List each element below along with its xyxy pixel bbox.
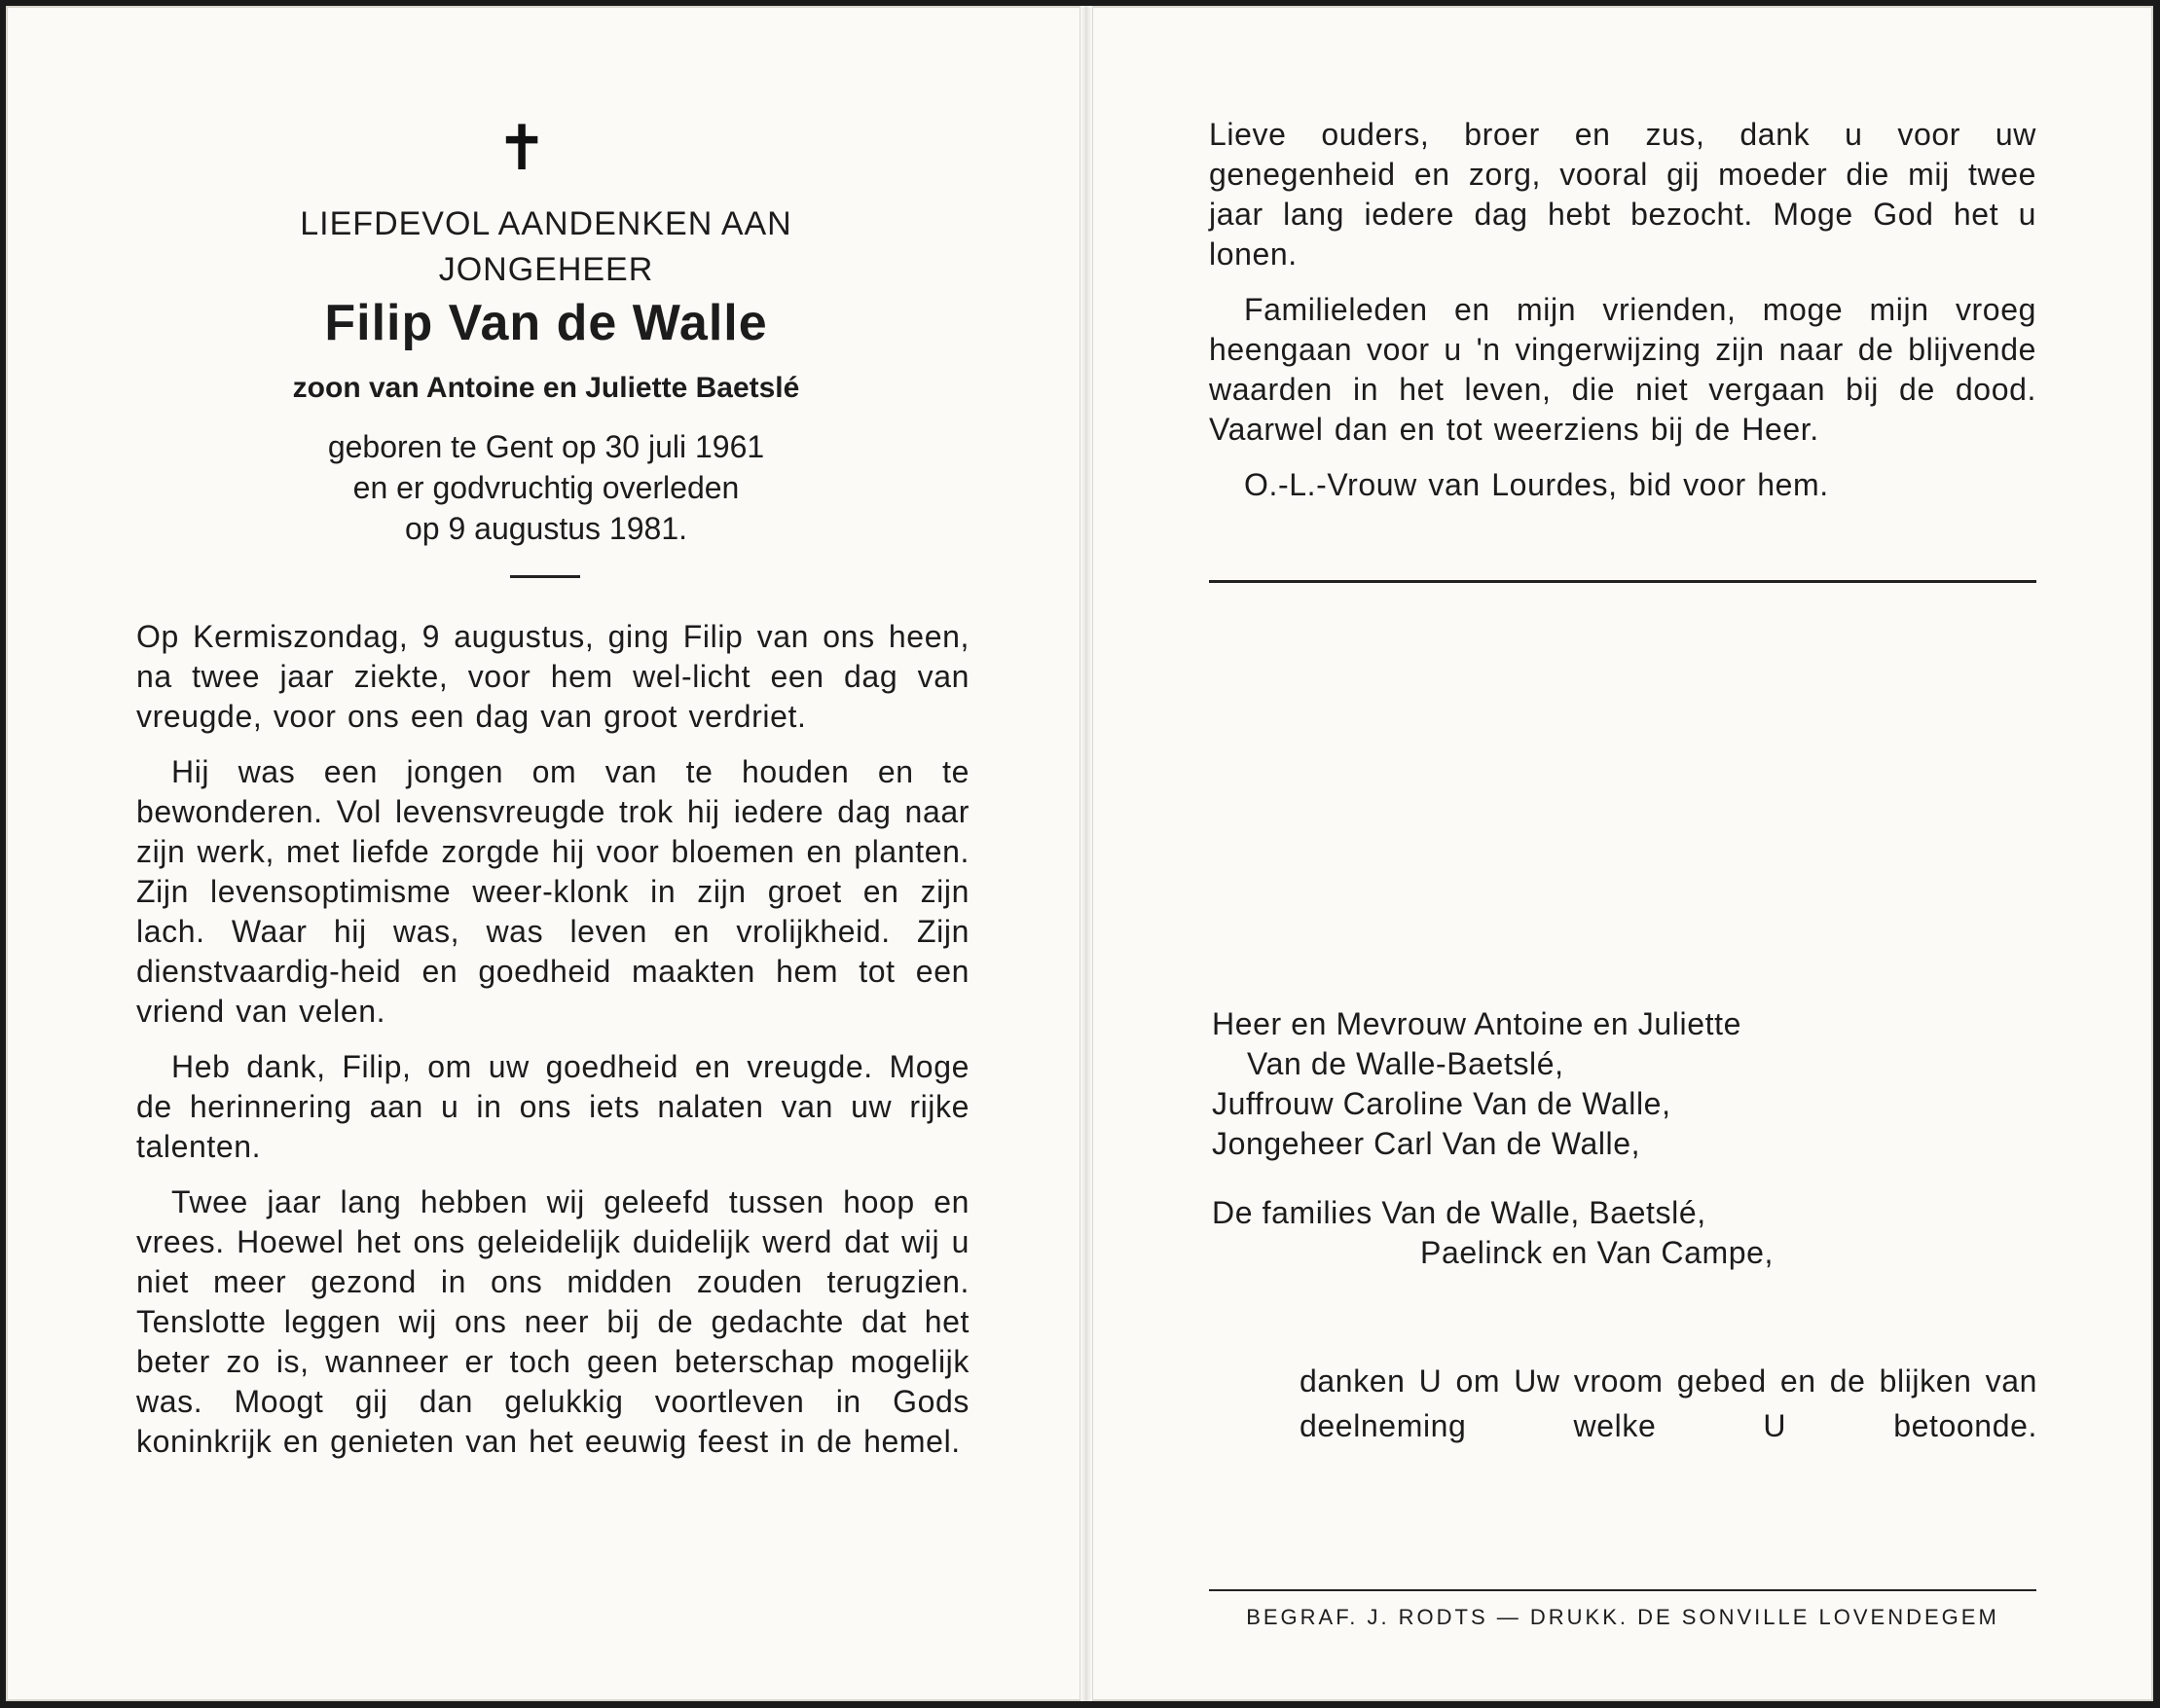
footer-divider (1209, 1589, 2036, 1591)
family-line: Heer en Mevrouw Antoine en Juliette (1212, 1006, 1741, 1041)
family-line: Van de Walle-Baetslé, (1247, 1046, 1564, 1081)
paragraph: Lieve ouders, broer en zus, dank u voor uw genegenheid en zorg, vooral gij moeder die mij twee jaar lang iedere dag hebt bezocht. Moge God het u lonen. (1209, 117, 2036, 272)
right-body-text (1209, 115, 2036, 521)
paragraph: Twee jaar lang hebben wij geleefd tussen hoop en vrees. Hoewel het ons geleidelijk duidelijk werd dat wij u niet meer gezond in ons midden zouden terugzien. Tenslotte leggen wij ons neer bij de gedachte dat het beter zo is, wanneer er toch geen beterschap mogelijk was. Moogt gij dan gelukkig voortleven in Gods koninkrijk en genieten van het eeuwig feest in de hemel. (136, 1184, 970, 1459)
right-panel (1091, 6, 2153, 1701)
cross-icon: ✝ (495, 113, 548, 185)
birth-line: geboren te Gent op 30 juli 1961 (327, 429, 765, 464)
family-list (1212, 1004, 2049, 1273)
death-line-2: op 9 augustus 1981. (404, 511, 687, 546)
short-divider (510, 575, 580, 578)
paragraph: Hij was een jongen om van te houden en te bewonderen. Vol levensvreugde trok hij iedere dag naar zijn werk, met liefde zorgde hij voor bloemen en planten. Zijn levensoptimisme weer-klonk in zijn groet en zijn lach. Waar hij was, was leven en vrolijkheid. Zijn dienstvaardig-heid en goedheid maakten hem tot een vriend van velen. (136, 754, 970, 1029)
family-line: Juffrouw Caroline Van de Walle, (1212, 1086, 1671, 1121)
death-line-1: en er godvruchtig overleden (352, 470, 740, 505)
family-line: Jongeheer Carl Van de Walle, (1212, 1126, 1641, 1161)
header-line-2: JONGEHEER (438, 251, 654, 288)
family-line: Paelinck en Van Campe, (1420, 1235, 1775, 1270)
parents-line: zoon van Antoine en Juliette Baetslé (292, 372, 800, 404)
printer-credit: BEGRAF. J. RODTS — DRUKK. DE SONVILLE LOVENDEGEM (1246, 1605, 1999, 1629)
long-divider (1209, 580, 2036, 583)
spacer (1212, 1164, 2049, 1193)
thanks-text: danken U om Uw vroom gebed en de blijken van deelneming welke U betoonde. (1300, 1363, 2037, 1443)
paragraph: Familieleden en mijn vrienden, moge mijn vroeg heengaan voor u 'n vingerwijzing zijn naar de blijvende waarden in het leven, die niet vergaan bij de dood. Vaarwel dan en tot weerziens bij de Heer. (1209, 292, 2036, 447)
birth-death-info (142, 426, 950, 549)
paragraph: Op Kermiszondag, 9 augustus, ging Filip van ons heen, na twee jaar ziekte, voor hem wel-licht een dag van vreugde, voor ons een dag van groot verdriet. (136, 619, 970, 734)
family-line: De families Van de Walle, Baetslé, (1212, 1195, 1706, 1230)
prayer-line: O.-L.-Vrouw van Lourdes, bid voor hem. (1244, 467, 1829, 502)
memorial-card (6, 6, 2153, 1701)
deceased-name: Filip Van de Walle (324, 295, 768, 351)
header-line-1: LIEFDEVOL AANDENKEN AAN (300, 205, 792, 242)
paragraph: Heb dank, Filip, om uw goedheid en vreugde. Moge de herinnering aan u in ons iets nalaten van uw rijke talenten. (136, 1049, 970, 1164)
left-body-text (136, 617, 970, 1477)
left-panel (6, 6, 1080, 1701)
